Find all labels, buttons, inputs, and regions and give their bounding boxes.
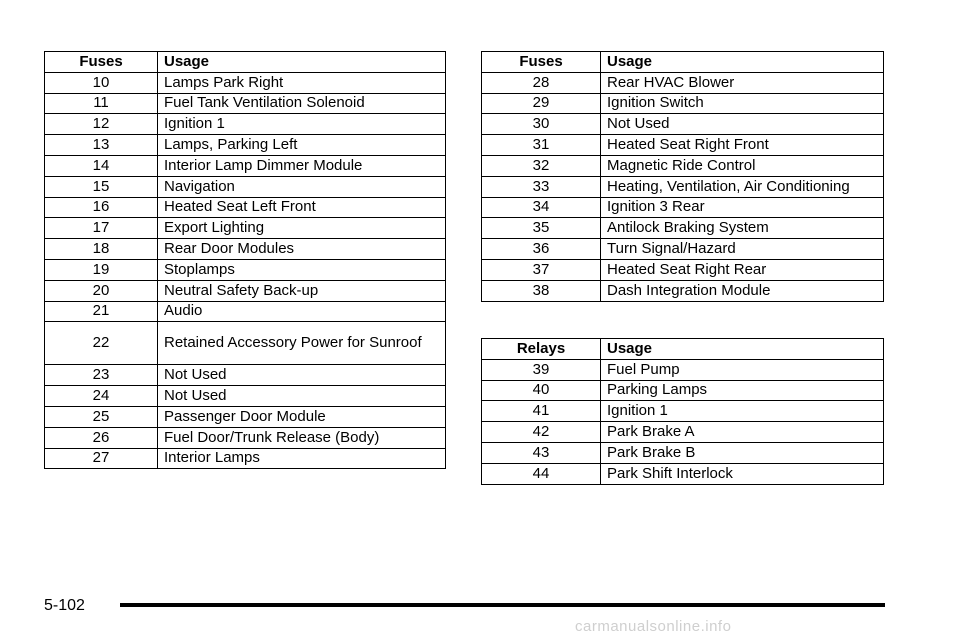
row-number: 21 <box>45 301 158 322</box>
row-number: 29 <box>482 93 601 114</box>
row-number: 25 <box>45 406 158 427</box>
table-row <box>45 322 446 365</box>
row-number: 15 <box>45 176 158 197</box>
table-header-row <box>45 52 446 73</box>
table-row <box>45 448 446 469</box>
table-row <box>45 135 446 156</box>
table-row <box>482 239 884 260</box>
row-number: 42 <box>482 422 601 443</box>
table-row <box>482 359 884 380</box>
table-row <box>482 463 884 484</box>
row-usage: Not Used <box>601 114 884 135</box>
row-number: 33 <box>482 176 601 197</box>
row-number: 40 <box>482 380 601 401</box>
row-usage: Ignition Switch <box>601 93 884 114</box>
row-usage: Rear Door Modules <box>158 239 446 260</box>
table-row <box>482 259 884 280</box>
table-row <box>45 427 446 448</box>
table-row <box>45 176 446 197</box>
row-usage: Neutral Safety Back-up <box>158 280 446 301</box>
table-row <box>482 197 884 218</box>
table-row <box>45 72 446 93</box>
row-usage: Ignition 1 <box>601 401 884 422</box>
row-number: 19 <box>45 259 158 280</box>
table-row <box>482 176 884 197</box>
table-row <box>45 197 446 218</box>
footer-rule <box>120 603 885 607</box>
row-number: 30 <box>482 114 601 135</box>
row-usage: Park Brake A <box>601 422 884 443</box>
row-usage: Rear HVAC Blower <box>601 72 884 93</box>
table-row <box>482 93 884 114</box>
row-usage: Ignition 3 Rear <box>601 197 884 218</box>
row-usage: Fuel Door/Trunk Release (Body) <box>158 427 446 448</box>
row-usage: Magnetic Ride Control <box>601 155 884 176</box>
table-row <box>482 114 884 135</box>
table-row <box>45 386 446 407</box>
table-row <box>45 218 446 239</box>
row-usage: Interior Lamps <box>158 448 446 469</box>
row-usage: Dash Integration Module <box>601 280 884 301</box>
row-usage: Heated Seat Right Front <box>601 135 884 156</box>
row-usage: Antilock Braking System <box>601 218 884 239</box>
row-usage: Ignition 1 <box>158 114 446 135</box>
column-header-usage: Usage <box>601 52 884 73</box>
table-header-row <box>482 339 884 360</box>
row-number: 12 <box>45 114 158 135</box>
table-row <box>482 155 884 176</box>
row-number: 41 <box>482 401 601 422</box>
fuses-table-right <box>481 51 884 302</box>
row-usage: Parking Lamps <box>601 380 884 401</box>
row-usage: Export Lighting <box>158 218 446 239</box>
row-usage: Stoplamps <box>158 259 446 280</box>
row-number: 27 <box>45 448 158 469</box>
row-usage: Heated Seat Left Front <box>158 197 446 218</box>
row-number: 44 <box>482 463 601 484</box>
row-number: 39 <box>482 359 601 380</box>
row-usage: Fuel Pump <box>601 359 884 380</box>
row-number: 31 <box>482 135 601 156</box>
table-header-row <box>482 52 884 73</box>
row-number: 17 <box>45 218 158 239</box>
relays-table <box>481 338 884 485</box>
table-row <box>482 218 884 239</box>
row-usage: Park Shift Interlock <box>601 463 884 484</box>
table-row <box>45 280 446 301</box>
table-row <box>482 401 884 422</box>
row-usage: Retained Accessory Power for Sunroof <box>158 322 446 365</box>
row-number: 36 <box>482 239 601 260</box>
row-number: 26 <box>45 427 158 448</box>
page-number: 5-102 <box>44 597 85 614</box>
row-usage: Passenger Door Module <box>158 406 446 427</box>
row-number: 34 <box>482 197 601 218</box>
row-usage: Not Used <box>158 386 446 407</box>
column-header-usage: Usage <box>158 52 446 73</box>
row-number: 14 <box>45 155 158 176</box>
table-row <box>45 406 446 427</box>
table-row <box>45 365 446 386</box>
column-header-fuses: Fuses <box>45 52 158 73</box>
table-row <box>482 422 884 443</box>
table-row <box>45 301 446 322</box>
table-row <box>482 442 884 463</box>
row-number: 18 <box>45 239 158 260</box>
row-number: 43 <box>482 442 601 463</box>
row-number: 10 <box>45 72 158 93</box>
row-number: 13 <box>45 135 158 156</box>
row-number: 35 <box>482 218 601 239</box>
row-usage: Lamps, Parking Left <box>158 135 446 156</box>
row-number: 24 <box>45 386 158 407</box>
column-header-usage: Usage <box>601 339 884 360</box>
fuses-table-left <box>44 51 446 469</box>
row-number: 11 <box>45 93 158 114</box>
row-usage: Not Used <box>158 365 446 386</box>
watermark-text: carmanualsonline.info <box>575 618 732 635</box>
row-usage: Heating, Ventilation, Air Conditioning <box>601 176 884 197</box>
row-number: 23 <box>45 365 158 386</box>
table-row <box>482 72 884 93</box>
row-number: 32 <box>482 155 601 176</box>
table-row <box>482 135 884 156</box>
column-header-relays: Relays <box>482 339 601 360</box>
table-row <box>482 380 884 401</box>
row-number: 16 <box>45 197 158 218</box>
column-header-fuses: Fuses <box>482 52 601 73</box>
row-usage: Heated Seat Right Rear <box>601 259 884 280</box>
row-number: 38 <box>482 280 601 301</box>
table-row <box>482 280 884 301</box>
table-row <box>45 155 446 176</box>
row-usage: Navigation <box>158 176 446 197</box>
row-number: 20 <box>45 280 158 301</box>
row-usage: Turn Signal/Hazard <box>601 239 884 260</box>
row-usage: Fuel Tank Ventilation Solenoid <box>158 93 446 114</box>
table-row <box>45 239 446 260</box>
table-row <box>45 93 446 114</box>
row-usage: Interior Lamp Dimmer Module <box>158 155 446 176</box>
row-number: 22 <box>45 322 158 365</box>
table-row <box>45 114 446 135</box>
row-usage: Audio <box>158 301 446 322</box>
row-number: 37 <box>482 259 601 280</box>
row-usage: Park Brake B <box>601 442 884 463</box>
row-number: 28 <box>482 72 601 93</box>
table-row <box>45 259 446 280</box>
row-usage: Lamps Park Right <box>158 72 446 93</box>
